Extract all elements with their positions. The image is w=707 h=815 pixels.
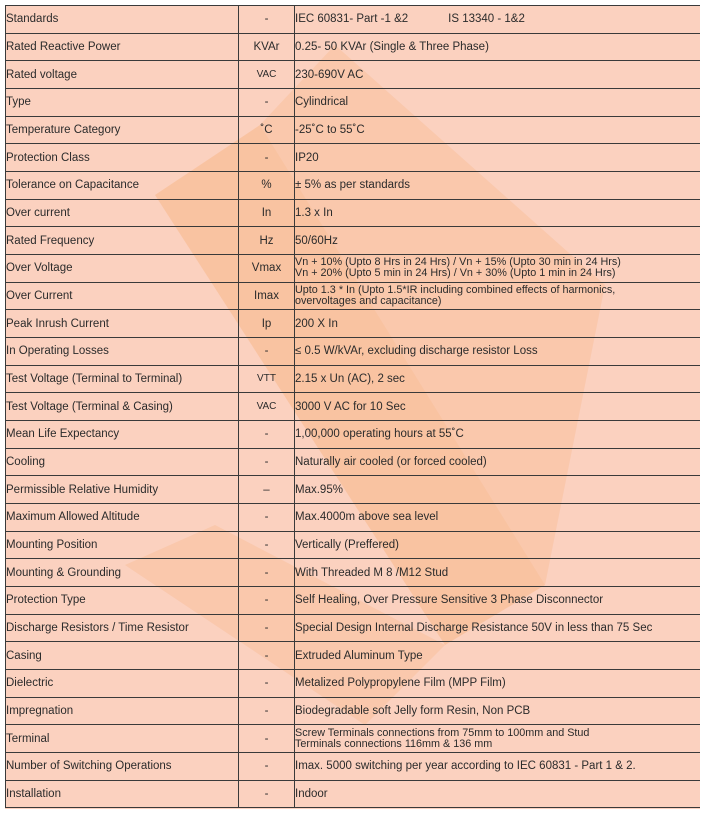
value-cell	[295, 61, 701, 89]
unit-cell: -	[239, 559, 295, 587]
parameter-cell: Maximum Allowed Altitude	[6, 504, 239, 532]
table-row	[6, 365, 701, 393]
unit-cell: KVAr	[239, 33, 295, 61]
table-row	[6, 227, 701, 255]
parameter-cell: Rated Reactive Power	[6, 33, 239, 61]
unit-cell: In	[239, 199, 295, 227]
value-cell	[295, 365, 701, 393]
parameter-cell: Over Voltage	[6, 255, 239, 283]
value-cell	[295, 587, 701, 615]
unit-cell: -	[239, 753, 295, 781]
table-row	[6, 504, 701, 532]
value-text: With Threaded M 8 /M12 Stud	[295, 566, 449, 579]
value-text: Cylindrical	[295, 96, 349, 109]
table-row	[6, 6, 701, 34]
value-text: 1,00,000 operating hours at 55˚C	[295, 428, 464, 441]
parameter-cell: Protection Class	[6, 144, 239, 172]
unit-cell: -	[239, 531, 295, 559]
unit-cell: -	[239, 614, 295, 642]
unit-cell: -	[239, 504, 295, 532]
value-text: ≤ 0.5 W/kVAr, excluding discharge resistor Loss	[295, 345, 538, 358]
value-text: -25˚C to 55˚C	[295, 124, 365, 137]
value-text: Extruded Aluminum Type	[295, 649, 423, 662]
value-text: IP20	[295, 151, 319, 164]
table-row	[6, 255, 701, 283]
value-cell	[295, 6, 701, 34]
table-row	[6, 338, 701, 366]
value-text: Indoor	[295, 788, 328, 801]
value-text: Max.4000m above sea level	[295, 511, 439, 524]
unit-cell: Vmax	[239, 255, 295, 283]
value-text-secondary: Terminals connections 116mm & 136 mm	[295, 737, 493, 750]
unit-cell: Imax	[239, 282, 295, 310]
specifications-table	[5, 5, 700, 808]
parameter-cell: Installation	[6, 780, 239, 808]
parameter-cell: Temperature Category	[6, 116, 239, 144]
parameter-cell: Peak Inrush Current	[6, 310, 239, 338]
table-row	[6, 587, 701, 615]
value-text: 1.3 x In	[295, 207, 333, 220]
table-row	[6, 393, 701, 421]
value-cell	[295, 33, 701, 61]
value-text: 0.25- 50 KVAr (Single & Three Phase)	[295, 41, 489, 53]
value-cell	[295, 89, 701, 117]
parameter-cell: Terminal	[6, 725, 239, 753]
parameter-cell: Cooling	[6, 448, 239, 476]
unit-cell: %	[239, 172, 295, 200]
value-cell	[295, 531, 701, 559]
unit-cell: -	[239, 587, 295, 615]
table-row	[6, 172, 701, 200]
value-cell	[295, 559, 701, 587]
value-cell	[295, 172, 701, 200]
value-cell	[295, 476, 701, 504]
value-text: Self Healing, Over Pressure Sensitive 3 Phase Disconnector	[295, 594, 604, 607]
table-row	[6, 476, 701, 504]
parameter-cell: Rated voltage	[6, 61, 239, 89]
parameter-cell: Mounting Position	[6, 531, 239, 559]
value-cell	[295, 255, 701, 283]
parameter-cell: Rated Frequency	[6, 227, 239, 255]
table-row	[6, 282, 701, 310]
value-text-secondary: IS 13340 - 1&2	[448, 13, 525, 26]
value-text-secondary: overvoltages and capacitance)	[295, 295, 442, 308]
unit-cell: -	[239, 6, 295, 34]
table-row	[6, 614, 701, 642]
unit-cell: -	[239, 780, 295, 808]
parameter-cell: Test Voltage (Terminal & Casing)	[6, 393, 239, 421]
parameter-cell: Permissible Relative Humidity	[6, 476, 239, 504]
parameter-cell: Test Voltage (Terminal to Terminal)	[6, 365, 239, 393]
value-cell	[295, 227, 701, 255]
value-text: Biodegradable soft Jelly form Resin, Non PCB	[295, 705, 531, 718]
value-text: Metalized Polypropylene Film (MPP Film)	[295, 677, 506, 690]
parameter-cell: Mean Life Expectancy	[6, 421, 239, 449]
value-cell	[295, 448, 701, 476]
parameter-cell: Over current	[6, 199, 239, 227]
value-cell	[295, 614, 701, 642]
parameter-cell: Over Current	[6, 282, 239, 310]
unit-cell: -	[239, 421, 295, 449]
unit-cell: -	[239, 338, 295, 366]
parameter-cell: Protection Type	[6, 587, 239, 615]
value-cell	[295, 310, 701, 338]
value-text: 3000 V AC for 10 Sec	[295, 400, 406, 413]
parameter-cell: Type	[6, 89, 239, 117]
value-cell	[295, 642, 701, 670]
unit-cell: -	[239, 670, 295, 698]
value-text: Vn + 10% (Upto 8 Hrs in 24 Hrs) / Vn + 15% (Upto 30 min in 24 Hrs)	[295, 256, 621, 269]
value-text: ± 5% as per standards	[295, 179, 410, 192]
unit-cell: VAC	[239, 393, 295, 421]
unit-cell: VAC	[239, 61, 295, 89]
table-row	[6, 697, 701, 725]
value-text-secondary: Vn + 20% (Upto 5 min in 24 Hrs) / Vn + 30% (Upto 1 min in 24 Hrs)	[295, 267, 616, 280]
table-row	[6, 89, 701, 117]
value-cell	[295, 421, 701, 449]
parameter-cell: Dielectric	[6, 670, 239, 698]
table-row	[6, 670, 701, 698]
value-text: Special Design Internal Discharge Resistance 50V in less than 75 Sec	[295, 622, 653, 635]
value-cell	[295, 725, 701, 753]
unit-cell: VTT	[239, 365, 295, 393]
value-text: Max.95%	[295, 483, 343, 496]
value-text: 230-690V AC	[295, 68, 364, 81]
value-cell	[295, 144, 701, 172]
value-cell	[295, 504, 701, 532]
table-row	[6, 642, 701, 670]
table-row	[6, 780, 701, 808]
table-row	[6, 725, 701, 753]
unit-cell: –	[239, 476, 295, 504]
table-row	[6, 559, 701, 587]
value-text: 50/60Hz	[295, 234, 338, 247]
unit-cell: ˚C	[239, 116, 295, 144]
value-cell	[295, 393, 701, 421]
unit-cell: -	[239, 448, 295, 476]
value-cell	[295, 116, 701, 144]
value-text: 2.15 x Un (AC), 2 sec	[295, 373, 405, 386]
parameter-cell: Number of Switching Operations	[6, 753, 239, 781]
parameter-cell: In Operating Losses	[6, 338, 239, 366]
parameter-cell: Impregnation	[6, 697, 239, 725]
unit-cell: -	[239, 89, 295, 117]
unit-cell: Ip	[239, 310, 295, 338]
value-text: Screw Terminals connections from 75mm to 100mm and Stud	[295, 726, 590, 739]
table-row	[6, 199, 701, 227]
value-text: Upto 1.3 * In (Upto 1.5*IR including combined effects of harmonics,	[295, 284, 616, 297]
spec-panel	[5, 5, 700, 809]
parameter-cell: Casing	[6, 642, 239, 670]
table-row	[6, 531, 701, 559]
table-row	[6, 144, 701, 172]
value-text: Imax. 5000 switching per year according to IEC 60831 - Part 1 & 2.	[295, 760, 636, 773]
table-row	[6, 310, 701, 338]
unit-cell: Hz	[239, 227, 295, 255]
value-text: 200 X In	[295, 317, 338, 330]
unit-cell: -	[239, 725, 295, 753]
value-cell	[295, 780, 701, 808]
unit-cell: -	[239, 642, 295, 670]
table-row	[6, 33, 701, 61]
table-row	[6, 421, 701, 449]
value-cell	[295, 753, 701, 781]
parameter-cell: Mounting & Grounding	[6, 559, 239, 587]
parameter-cell: Discharge Resistors / Time Resistor	[6, 614, 239, 642]
table-row	[6, 116, 701, 144]
value-cell	[295, 697, 701, 725]
unit-cell: -	[239, 144, 295, 172]
value-text: IEC 60831- Part -1 &2	[295, 13, 409, 26]
value-text: Vertically (Preffered)	[295, 539, 399, 552]
value-cell	[295, 282, 701, 310]
value-cell	[295, 670, 701, 698]
value-cell	[295, 338, 701, 366]
unit-cell: -	[239, 697, 295, 725]
table-row	[6, 448, 701, 476]
value-cell	[295, 199, 701, 227]
parameter-cell: Standards	[6, 6, 239, 34]
parameter-cell: Tolerance on Capacitance	[6, 172, 239, 200]
table-row	[6, 753, 701, 781]
value-text: Naturally air cooled (or forced cooled)	[295, 456, 487, 469]
table-row	[6, 61, 701, 89]
